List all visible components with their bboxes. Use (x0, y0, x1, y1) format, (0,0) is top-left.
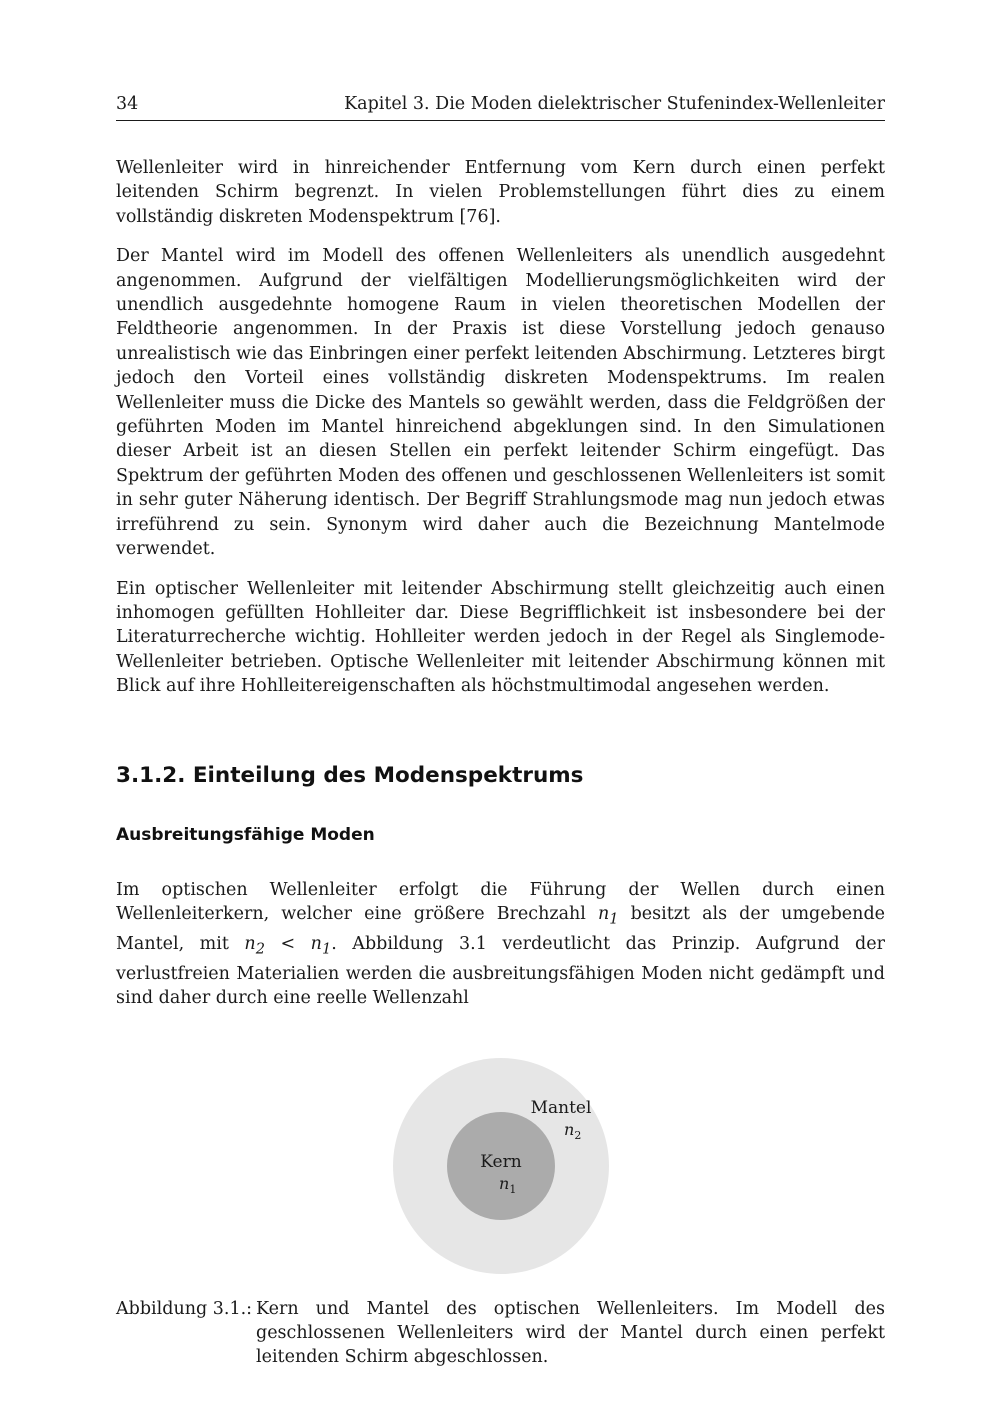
symbol-n1-base: n (597, 903, 610, 924)
symbol-n1-second-sub: 1 (321, 940, 332, 958)
paragraph-3: Ein optischer Wellenleiter mit leitender Abschirmung stellt gleichzeitig auch einen inhomogen gefüllten Hohlleiter dar. Diese Begrifflichkeit ist insbesondere bei der Literaturrecherche wichtig. Hohlleiter werden jedoch in der Regel als Singlemode-Wellenleiter betrieben. Optische Wellenleiter mit leitender Abschirmung können mit Blick auf ihre Hohlleitereigenschaften als höchstmultimodal angesehen werden. (116, 578, 885, 697)
kern-index-sub: 1 (508, 1182, 516, 1196)
symbol-n2-sub: 2 (255, 940, 265, 958)
paragraph-4-text-2: besitzt als der umgebende Mantel, mit (116, 903, 885, 954)
caption-text: Kern und Mantel des optischen Wellenleiters. Im Modell des geschlossenen Wellenleiters wird der Mantel durch einen perfekt leitenden Schirm abgeschlossen. (256, 1298, 885, 1368)
paragraph-4 (116, 878, 885, 1011)
kern-index-base: n (498, 1173, 509, 1193)
paragraph-4-text-3: . Abbildung 3.1 verdeutlicht das Prinzip. Aufgrund der verlustfreien Materialien werden die ausbreitungsfähigen Moden nicht gedämpft und sind daher durch eine reelle Wellenzahl (116, 933, 885, 1009)
paragraph-4-text-1: Im optischen Wellenleiter erfolgt die Führung der Wellen durch einen Wellenleiterkern, welcher eine größere Brechzahl (116, 879, 885, 924)
kern-label: Kern (479, 1151, 522, 1172)
figure-caption (116, 1297, 885, 1370)
caption-label: Abbildung 3.1.: (116, 1298, 253, 1319)
chapter-title: Kapitel 3. Die Moden dielektrischer Stufenindex-Wellenleiter (344, 94, 885, 114)
subsection-heading: Ausbreitungsfähige Moden (116, 824, 375, 845)
section-heading: 3.1.2. Einteilung des Modenspektrums (116, 762, 584, 788)
symbol-n1 (597, 903, 619, 928)
symbol-n1-sub: 1 (609, 910, 619, 928)
mantel-index-sub: 2 (573, 1128, 581, 1142)
symbol-n1-second-base: n (310, 933, 322, 954)
paragraph-1: Wellenleiter wird in hinreichender Entfernung vom Kern durch einen perfekt leitenden Schirm begrenzt. In vielen Problemstellungen führt dies zu einem vollständig diskreten Modenspektrum [76]. (116, 158, 885, 227)
mantel-index-base: n (563, 1119, 574, 1139)
page (116, 90, 885, 1370)
mantel-label: Mantel (530, 1097, 591, 1118)
less-than-sign: < (264, 933, 311, 954)
figure-3-1 (116, 1051, 885, 1281)
waveguide-diagram (386, 1051, 616, 1281)
symbol-n1-second (310, 933, 332, 958)
symbol-n2 (244, 933, 265, 958)
symbol-n2-base: n (244, 933, 256, 954)
paragraph-2: Der Mantel wird im Modell des offenen Wellenleiters als unendlich ausgedehnt angenommen. Aufgrund der vielfältigen Modellierungsmöglichkeiten wird der unendlich ausgedehnte homogene Raum in vielen theoretischen Modellen der Feldtheorie angenommen. In der Praxis ist diese Vorstellung jedoch genauso unrealistisch wie das Einbringen einer perfekt leitenden Abschirmung. Letzteres birgt jedoch den Vorteil eines vollständig diskreten Modenspektrums. Im realen Wellenleiter muss die Dicke des Mantels so gewählt werden, dass die Feldgrößen der geführten Moden im Mantel hinreichend abgeklungen sind. In den Simulationen dieser Arbeit ist an diesen Stellen ein perfekt leitender Schirm eingefügt. Das Spektrum der geführten Moden des offenen und geschlossenen Wellenleiters ist somit in sehr guter Näherung identisch. Der Begriff Strahlungsmode mag nun jedoch etwas irreführend zu sein. Synonym wird daher auch die Bezeichnung Mantelmode verwendet. (116, 246, 885, 560)
running-header (116, 90, 885, 121)
page-number: 34 (116, 94, 139, 114)
